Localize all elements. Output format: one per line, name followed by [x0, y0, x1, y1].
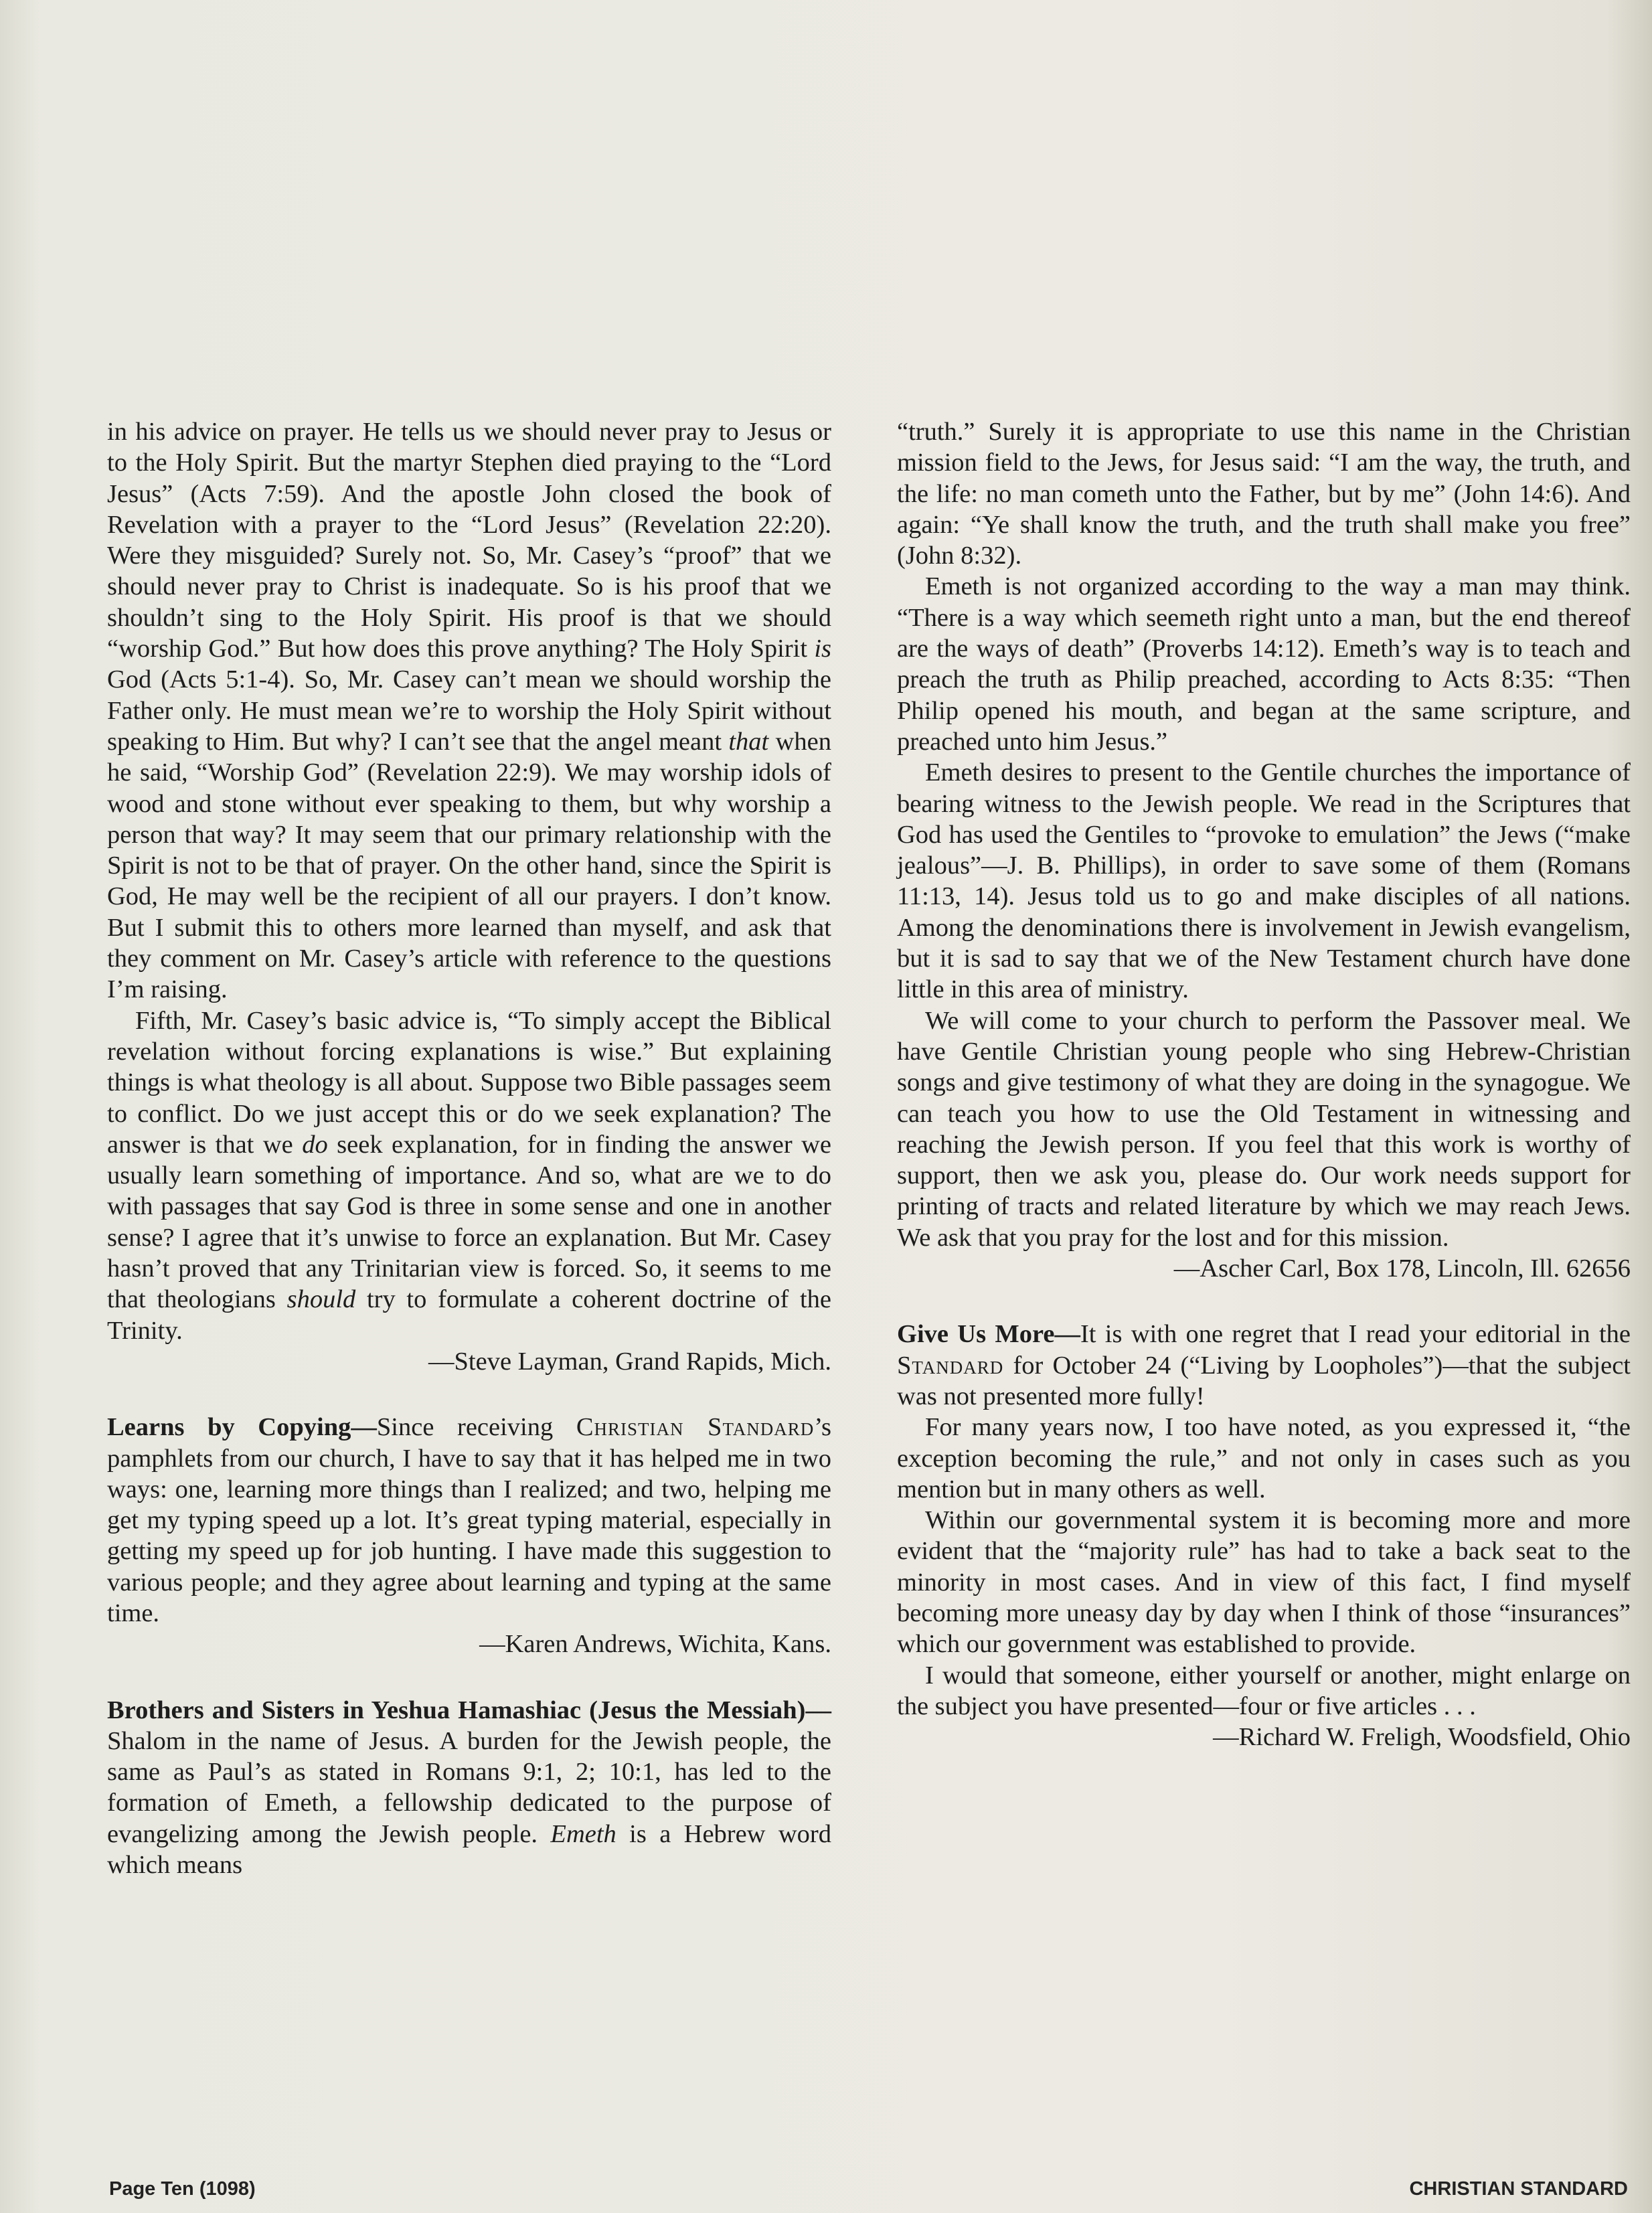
letter-paragraph: Learns by Copying—Since receiving Christian Standard’s pamphlets from our church, I have to say that it has helped me in two ways: one, learning more things than I realized; and two, helping me get my typing speed up a lot. It’s great typing material, especially in getting my speed up for job hunting. I have made this suggestion to various people; and they agree about learning and typing at the same time. [107, 1413, 831, 1627]
letter-paragraph: Give Us More—It is with one regret that I read your editorial in the Standard for October 24 (“Living by Loopholes”)—that the subject was not presented more fully! [897, 1320, 1631, 1410]
letter-give-us-more [897, 1319, 1631, 1752]
right-column [897, 416, 1631, 1752]
letter-paragraph: For many years now, I too have noted, as you expressed it, “the exception becoming the rule,” and not only in cases such as you mention but in many others as well. [897, 1413, 1631, 1503]
letter-paragraph: We will come to your church to perform the Passover meal. We have Gentile Christian young people who sing Hebrew-Christian songs and give testimony of what they are doing in the synagogue. We can teach you how to use the Old Testament in witnessing and reaching the Jewish person. If you feel that this work is worthy of support, then we ask you, please do. Our work needs support for printing of tracts and related literature by which we may reach Jews. We ask that you pray for the lost and for this mission. [897, 1006, 1631, 1252]
letter-heading: Learns by Copying— [107, 1413, 377, 1442]
letter-continuation-paragraph: in his advice on prayer. He tells us we should never pray to Jesus or to the Holy Spirit. But the martyr Stephen died praying to the “Lord Jesus” (Acts 7:59). And the apostle John closed the book of Revelation with a prayer to the “Lord Jesus” (Revelation 22:20). Were they misguided? Surely not. So, Mr. Casey’s “proof” that we should never pray to Christ is inadequate. So is his proof that we shouldn’t sing to the Holy Spirit. His proof is that we should “worship God.” But how does this prove anything? The Holy Spirit is God (Acts 5:1-4). So, Mr. Casey can’t mean we should worship the Father only. He must mean we’re to worship the Holy Spirit without speaking to Him. But why? I can’t see that the angel meant that when he said, “Worship God” (Revelation 22:9). We may worship idols of wood and stone without ever speaking to them, but why worship a person that way? It may seem that our primary relationship with the Spirit is not to be that of prayer. On the other hand, since the Spirit is God, He may well be the recipient of all our prayers. I don’t know. But I submit this to others more learned than myself, and ask that they comment on Mr. Casey’s article with reference to the questions I’m raising. [107, 418, 832, 1004]
letter-paragraph: Fifth, Mr. Casey’s basic advice is, “To simply accept the Biblical revelation without forcing explanations is wise.” But explaining things is what theology is all about. Suppose two Bible passages seem to conflict. Do we just accept this or do we seek explanation? The answer is that we do seek explanation, for in finding the answer we usually learn something of importance. And so, what are we to do with passages that say God is three in some sense and one in another sense? I agree that it’s unwise to force an explanation. But Mr. Casey hasn’t proved that any Trinitarian view is forced. So, it seems to me that theologians should try to formulate a coherent doctrine of the Trinity. [107, 1006, 832, 1345]
letter-signature: —Ascher Carl, Box 178, Lincoln, Ill. 62656 [1173, 1254, 1631, 1283]
letter-continuation-paragraph: “truth.” Surely it is appropriate to use this name in the Christian mission field to the Jews, for Jesus said: “I am the way, the truth, and the life: no man cometh unto the Father, but by me” (John 14:6). And again: “Ye shall know the truth, and the truth shall make you free” (John 8:32). [897, 418, 1631, 570]
letter-heading: Give Us More— [897, 1320, 1080, 1349]
letter-brothers-and-sisters [107, 1695, 831, 1881]
letter-heading: Brothers and Sisters in Yeshua Hamashiac (Jesus the Messiah)— [107, 1696, 831, 1724]
letter-signature: —Richard W. Freligh, Woodsfield, Ohio [1213, 1723, 1631, 1752]
letter-paragraph: I would that someone, either yourself or another, might enlarge on the subject you have presented—four or five articles . . . [897, 1661, 1631, 1720]
letter-signature: —Steve Layman, Grand Rapids, Mich. [428, 1347, 831, 1376]
page-number-footer: Page Ten (1098) [109, 2178, 256, 2200]
letter-paragraph: Emeth desires to present to the Gentile churches the importance of bearing witness to the Jewish people. We read in the Scriptures that God has used the Gentiles to “provoke to emulation” the Jews (“make jealous”—J. B. Phillips), in order to save some of them (Romans 11:13, 14). Jesus told us to go and make disciples of all nations. Among the denominations there is involvement in Jewish evangelism, but it is sad to say that we of the New Testament church have done little in this area of ministry. [897, 758, 1631, 1004]
letter-signature: —Karen Andrews, Wichita, Kans. [479, 1630, 831, 1659]
letter-learns-by-copying [107, 1412, 831, 1659]
left-column [107, 416, 831, 1880]
letter-paragraph: Brothers and Sisters in Yeshua Hamashiac (Jesus the Messiah)—Shalom in the name of Jesus. A burden for the Jewish people, the same as Paul’s as stated in Romans 9:1, 2; 10:1, has led to the formation of Emeth, a fellowship dedicated to the purpose of evangelizing among the Jewish people. Emeth is a Hebrew word which means [107, 1696, 832, 1880]
letter-paragraph: Within our governmental system it is becoming more and more evident that the “majority rule” has had to take a back seat to the minority in most cases. And in view of this fact, I find myself becoming more uneasy day by day when I think of those “insurances” which our government was established to provide. [897, 1506, 1631, 1659]
letter-paragraph: Emeth is not organized according to the way a man may think. “There is a way which seemeth right unto a man, but the end thereof are the ways of death” (Proverbs 14:12). Emeth’s way is to teach and preach the truth as Philip preached, according to Acts 8:35: “Then Philip opened his mouth, and began at the same scripture, and preached unto him Jesus.” [897, 572, 1631, 756]
publication-name-footer: CHRISTIAN STANDARD [1409, 2178, 1628, 2200]
